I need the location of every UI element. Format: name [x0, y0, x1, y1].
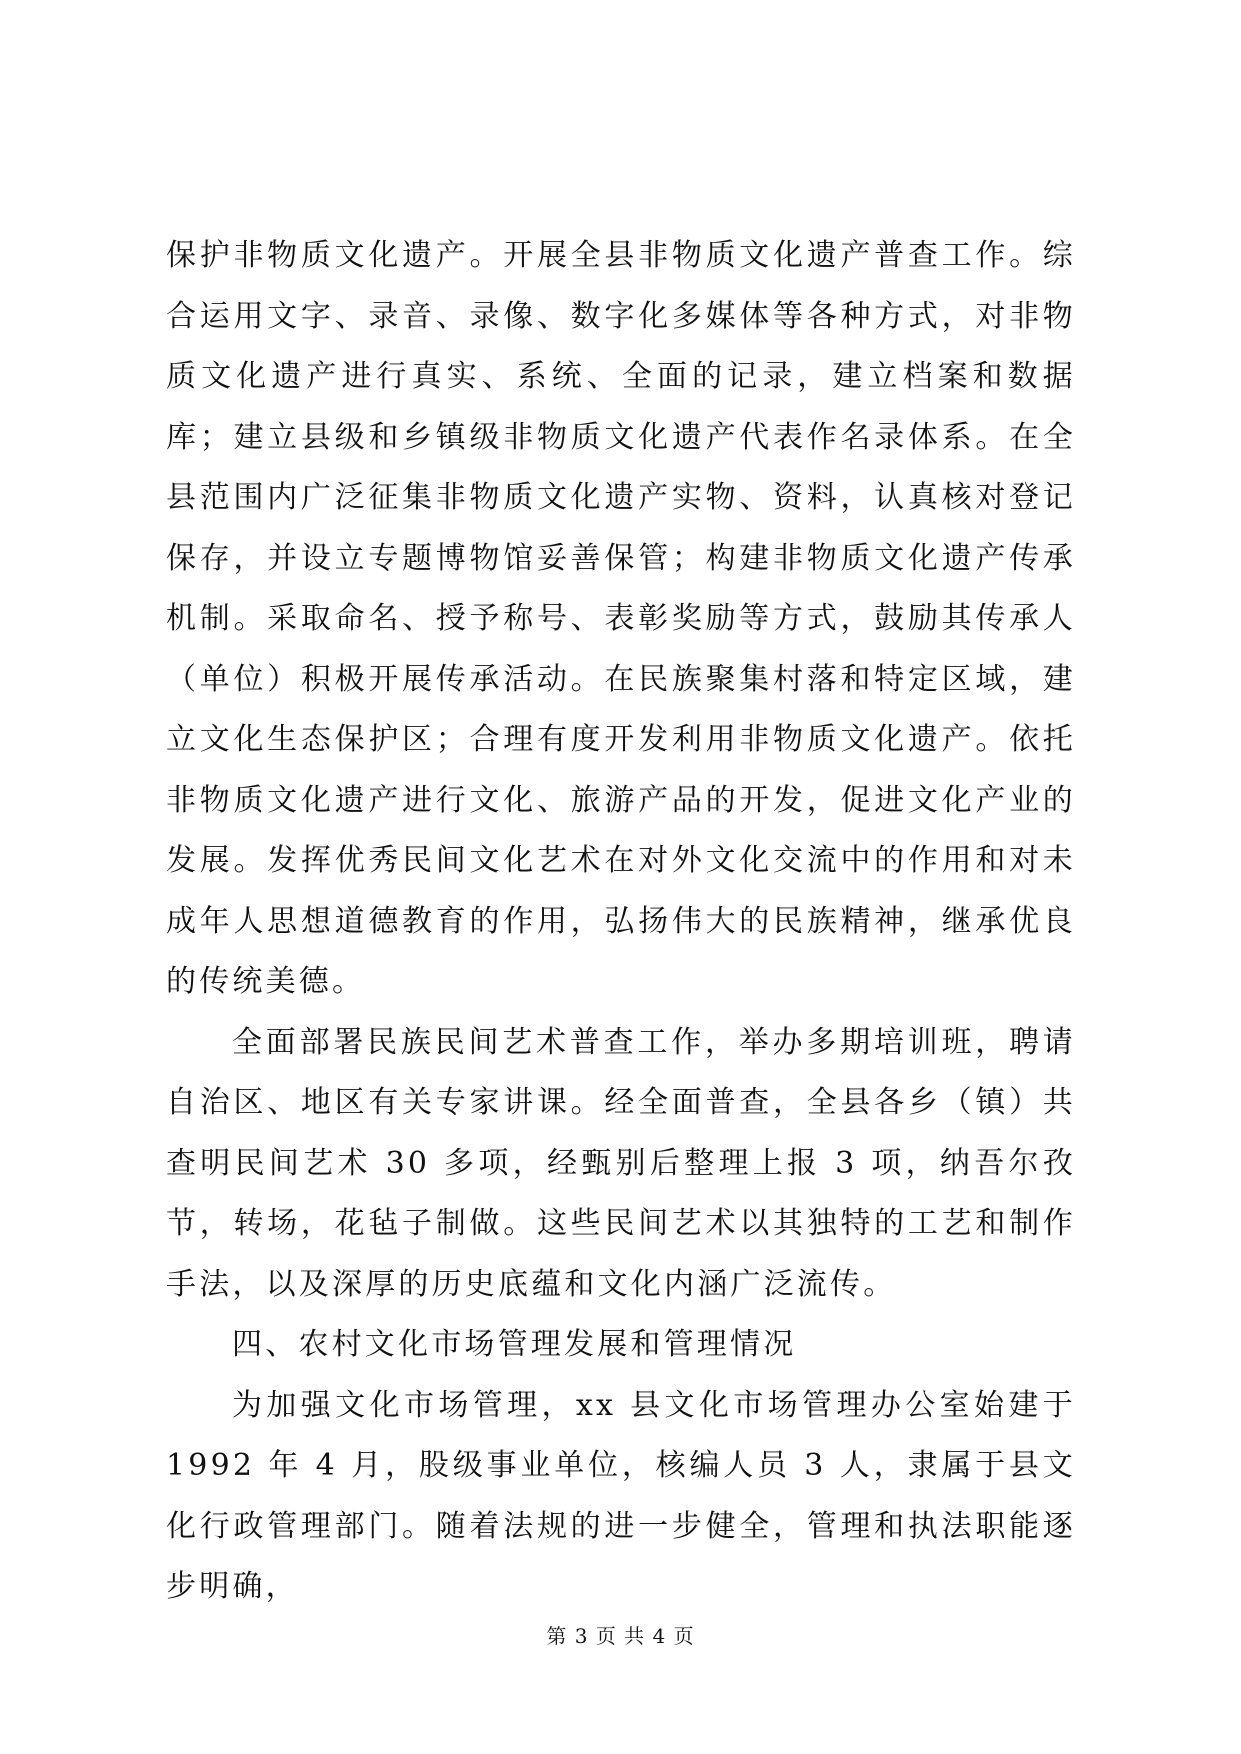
page-number-footer: 第 3 页 共 4 页 — [546, 1624, 695, 1648]
document-body — [166, 226, 1076, 1618]
paragraph-continuation: 保护非物质文化遗产。开展全县非物质文化遗产普查工作。综合运用文字、录音、录像、数字化多媒体等各种方式，对非物质文化遗产进行真实、系统、全面的记录，建立档案和数据库；建立县级和乡镇级非物质文化遗产代表作名录体系。在全县范围内广泛征集非物质文化遗产实物、资料，认真核对登记保存，并设立专题博物馆妥善保管；构建非物质文化遗产传承机制。采取命名、授予称号、表彰奖励等方式，鼓励其传承人（单位）积极开展传承活动。在民族聚集村落和特定区域，建立文化生态保护区；合理有度开发利用非物质文化遗产。依托非物质文化遗产进行文化、旅游产品的开发，促进文化产业的发展。发挥优秀民间文化艺术在对外文化交流中的作用和对未成年人思想道德教育的作用，弘扬伟大的民族精神，继承优良的传统美德。 — [166, 238, 1076, 999]
paragraph-market-management: 为加强文化市场管理，xx 县文化市场管理办公室始建于 1992 年 4 月，股级事业单位，核编人员 3 人，隶属于县文化行政管理部门。随着法规的进一步健全，管理和执法职能逐步明确， — [166, 1387, 1076, 1604]
section-heading: 四、农村文化市场管理发展和管理情况 — [232, 1327, 797, 1362]
paragraph-folk-art-survey: 全面部署民族民间艺术普查工作，举办多期培训班，聘请自治区、地区有关专家讲课。经全面普查，全县各乡（镇）共查明民间艺术 30 多项，经甄别后整理上报 3 项，纳吾尔孜节，转场，花毡子制做。这些民间艺术以其独特的工艺和制作手法，以及深厚的历史底蕴和文化内涵广泛流传。 — [166, 1024, 1076, 1302]
